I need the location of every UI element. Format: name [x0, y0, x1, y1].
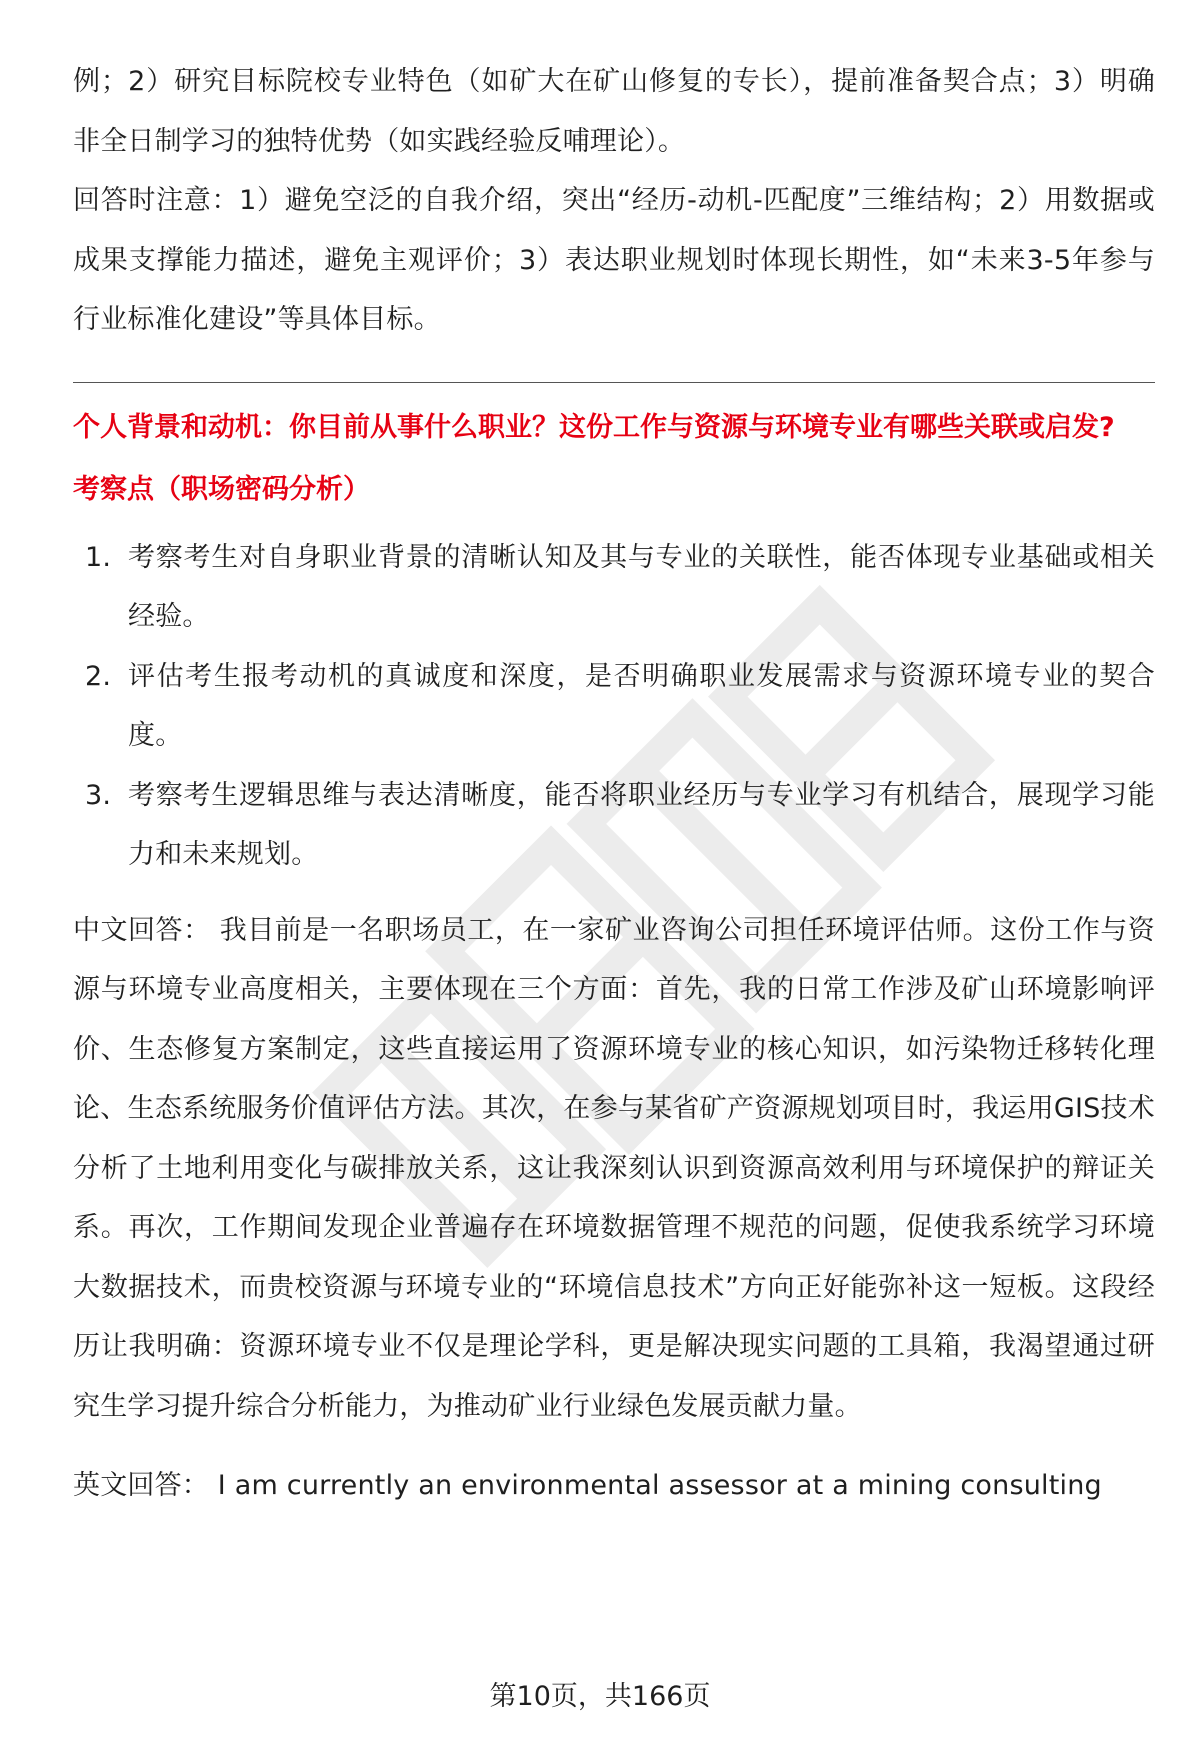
- english-answer: [73, 1456, 1155, 1516]
- english-answer-label: 英文回答：: [73, 1470, 209, 1501]
- english-answer-text: I am currently an environmental assessor at a mining consulting: [217, 1470, 1102, 1501]
- list-item-number: 2.: [85, 660, 112, 692]
- list-item: [73, 766, 1155, 885]
- chinese-answer-label: 中文回答：: [73, 914, 211, 946]
- list-item-text: 考察考生逻辑思维与表达清晰度，能否将职业经历与专业学习有机结合，展现学习能力和未来规划。: [128, 779, 1155, 870]
- list-item-text: 评估考生报考动机的真诚度和深度，是否明确职业发展需求与资源环境专业的契合度。: [128, 660, 1155, 751]
- list-item-text: 考察考生对自身职业背景的清晰认知及其与专业的关联性，能否体现专业基础或相关经验。: [128, 541, 1155, 632]
- intro-paragraph-1: 例；2）研究目标院校专业特色（如矿大在矿山修复的专长），提前准备契合点；3）明确非全日制学习的独特优势（如实践经验反哺理论）。: [73, 66, 1155, 157]
- page-number: 第10页，共166页: [489, 1681, 711, 1712]
- list-item-number: 1.: [85, 541, 112, 573]
- page-content: [73, 52, 1155, 1516]
- evaluation-points-list: [73, 528, 1155, 885]
- list-item-number: 3.: [85, 779, 112, 811]
- question-title: 个人背景和动机：你目前从事什么职业？这份工作与资源与环境专业有哪些关联或启发?: [73, 411, 1115, 443]
- intro-paragraph-2: 回答时注意：1）避免空泛的自我介绍，突出“经历-动机-匹配度”三维结构；2）用数据或成果支撑能力描述，避免主观评价；3）表达职业规划时体现长期性，如“未来3-5年参与行业标准化建设”等具体目标。: [73, 185, 1155, 335]
- chinese-answer: [73, 901, 1155, 1437]
- section-label: 考察点（职场密码分析）: [73, 473, 370, 505]
- section-divider: [73, 382, 1155, 383]
- list-item: [73, 647, 1155, 766]
- chinese-answer-text: 我目前是一名职场员工，在一家矿业咨询公司担任环境评估师。这份工作与资源与环境专业高度相关，主要体现在三个方面：首先，我的日常工作涉及矿山环境影响评价、生态修复方案制定，这些直接运用了资源环境专业的核心知识，如污染物迁移转化理论、生态系统服务价值评估方法。其次，在参与某省矿产资源规划项目时，我运用GIS技术分析了土地利用变化与碳排放关系，这让我深刻认识到资源高效利用与环境保护的辩证关系。再次，工作期间发现企业普遍存在环境数据管理不规范的问题，促使我系统学习环境大数据技术，而贵校资源与环境专业的“环境信息技术”方向正好能弥补这一短板。这段经历让我明确：资源环境专业不仅是理论学科，更是解决现实问题的工具箱，我渴望通过研究生学习提升综合分析能力，为推动矿业行业绿色发展贡献力量。: [73, 914, 1155, 1422]
- list-item: [73, 528, 1155, 647]
